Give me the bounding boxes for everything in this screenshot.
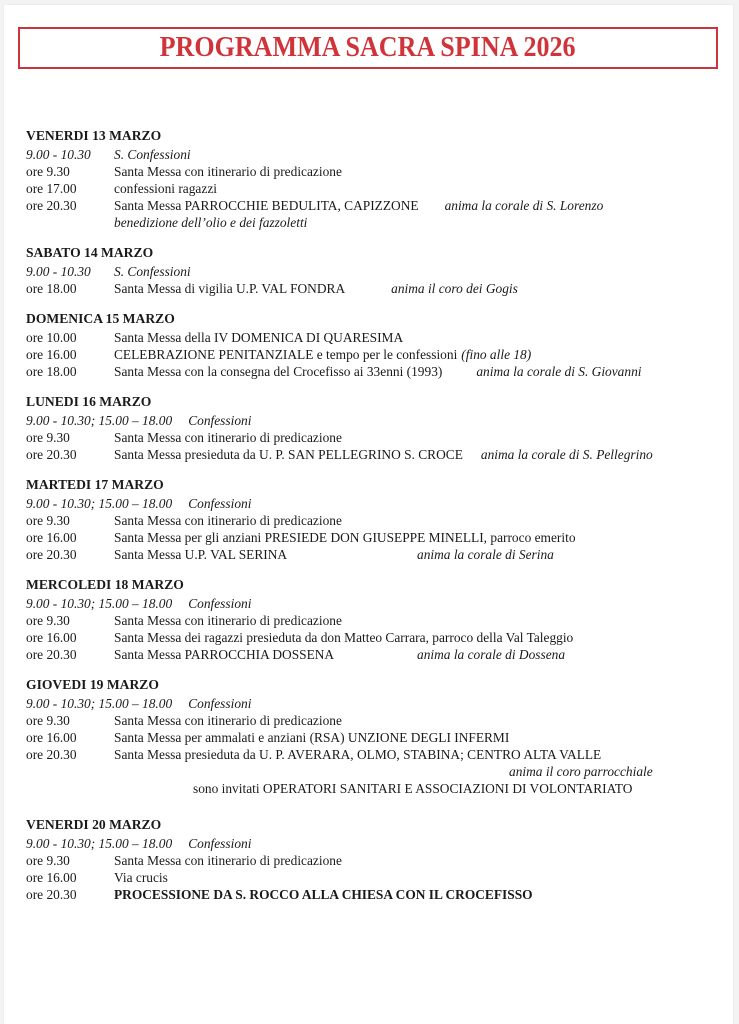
- confessions-row: [26, 263, 726, 280]
- event-time: ore 9.30: [26, 713, 70, 728]
- day-section: [26, 575, 726, 663]
- choir-note: anima la corale di Serina: [417, 547, 554, 562]
- event-text: Santa Messa con itinerario di predicazione: [114, 513, 342, 528]
- event-row: [26, 163, 726, 180]
- event-text: Santa Messa con itinerario di predicazione: [114, 713, 342, 728]
- title-box: [18, 27, 718, 69]
- event-time: ore 20.30: [26, 198, 77, 213]
- event-row: [26, 646, 726, 663]
- event-time: ore 18.00: [26, 364, 77, 379]
- paren-note: (fino alle 18): [461, 347, 532, 362]
- event-text: Santa Messa PARROCCHIE BEDULITA, CAPIZZONE: [114, 198, 419, 213]
- event-time: ore 17.00: [26, 181, 77, 196]
- day-section: [26, 815, 726, 903]
- event-text: Santa Messa con itinerario di predicazione: [114, 853, 342, 868]
- procession-text: PROCESSIONE DA S. ROCCO ALLA CHIESA CON IL CROCEFISSO: [114, 887, 533, 902]
- invite-line: sono invitati OPERATORI SANITARI E ASSOCIAZIONI DI VOLONTARIATO: [193, 781, 633, 796]
- event-row: [26, 346, 726, 363]
- document-title: PROGRAMMA SACRA SPINA 2026: [160, 32, 576, 63]
- confessions-label: Confessioni: [188, 836, 252, 851]
- event-row: [26, 280, 726, 297]
- event-text: Santa Messa per ammalati e anziani (RSA) UNZIONE DEGLI INFERMI: [114, 730, 510, 745]
- confessions-row: [26, 495, 726, 512]
- confessions-row: [26, 835, 726, 852]
- confessions-time: 9.00 - 10.30; 15.00 – 18.00: [26, 496, 173, 511]
- event-time: ore 9.30: [26, 613, 70, 628]
- event-row: [26, 180, 726, 197]
- event-time: ore 20.30: [26, 747, 77, 762]
- event-text: Santa Messa con itinerario di predicazione: [114, 164, 342, 179]
- document-page: [4, 5, 733, 1024]
- event-time: ore 16.00: [26, 630, 77, 645]
- day-section: [26, 675, 726, 797]
- event-row: [26, 329, 726, 346]
- confessions-row: [26, 146, 726, 163]
- event-time: ore 9.30: [26, 164, 70, 179]
- event-time: ore 18.00: [26, 281, 77, 296]
- event-text: Santa Messa di vigilia U.P. VAL FONDRA: [114, 281, 346, 296]
- day-heading: LUNEDI 16 MARZO: [26, 394, 152, 409]
- event-text: Santa Messa con itinerario di predicazione: [114, 613, 342, 628]
- day-heading: MERCOLEDI 18 MARZO: [26, 577, 184, 592]
- choir-note: anima il coro dei Gogis: [391, 281, 518, 296]
- event-time: ore 16.00: [26, 530, 77, 545]
- event-row: [26, 363, 726, 380]
- event-row: [26, 429, 726, 446]
- event-row: [26, 612, 726, 629]
- event-row: [26, 546, 726, 563]
- event-extra: benedizione dell’olio e dei fazzoletti: [114, 215, 308, 230]
- event-row: [26, 446, 726, 463]
- choir-note: anima la corale di S. Pellegrino: [480, 447, 653, 462]
- schedule: [26, 126, 726, 915]
- event-row: [26, 529, 726, 546]
- confessions-label: S. Confessioni: [114, 264, 191, 279]
- day-section: [26, 309, 726, 380]
- event-text: Santa Messa per gli anziani PRESIEDE DON GIUSEPPE MINELLI, parroco emerito: [114, 530, 576, 545]
- event-time: ore 20.30: [26, 547, 77, 562]
- day-section: [26, 243, 726, 297]
- confessions-time: 9.00 - 10.30; 15.00 – 18.00: [26, 596, 173, 611]
- event-text: Santa Messa della IV DOMENICA DI QUARESIMA: [114, 330, 404, 345]
- confessions-label: S. Confessioni: [114, 147, 191, 162]
- confessions-time: 9.00 - 10.30: [26, 147, 91, 162]
- event-time: ore 9.30: [26, 853, 70, 868]
- confessions-row: [26, 695, 726, 712]
- event-time: ore 20.30: [26, 447, 77, 462]
- event-row: [26, 869, 726, 886]
- confessions-time: 9.00 - 10.30: [26, 264, 91, 279]
- event-row: [26, 886, 726, 903]
- day-heading: MARTEDI 17 MARZO: [26, 477, 164, 492]
- event-text: Santa Messa dei ragazzi presieduta da don Matteo Carrara, parroco della Val Taleggio: [114, 630, 574, 645]
- event-text: Santa Messa U.P. VAL SERINA: [114, 547, 288, 562]
- choir-note: anima la corale di S. Lorenzo: [444, 198, 604, 213]
- event-time: ore 20.30: [26, 647, 77, 662]
- event-row: [26, 712, 726, 729]
- event-time: ore 16.00: [26, 347, 77, 362]
- confessions-label: Confessioni: [188, 596, 252, 611]
- day-section: [26, 392, 726, 463]
- event-text: CELEBRAZIONE PENITANZIALE e tempo per le confessioni: [114, 347, 458, 362]
- event-time: ore 20.30: [26, 887, 77, 902]
- event-text: confessioni ragazzi: [114, 181, 217, 196]
- confessions-row: [26, 412, 726, 429]
- event-text: Santa Messa presieduta da U. P. SAN PELLEGRINO S. CROCE: [114, 447, 463, 462]
- event-text: Santa Messa con itinerario di predicazione: [114, 430, 342, 445]
- confessions-time: 9.00 - 10.30; 15.00 – 18.00: [26, 696, 173, 711]
- event-row: [26, 729, 726, 746]
- event-time: ore 10.00: [26, 330, 77, 345]
- event-time: ore 9.30: [26, 430, 70, 445]
- day-heading: VENERDI 13 MARZO: [26, 128, 162, 143]
- confessions-time: 9.00 - 10.30; 15.00 – 18.00: [26, 413, 173, 428]
- event-row: [26, 746, 726, 763]
- choir-note: anima la corale di S. Giovanni: [476, 364, 642, 379]
- confessions-time: 9.00 - 10.30; 15.00 – 18.00: [26, 836, 173, 851]
- event-time: ore 16.00: [26, 730, 77, 745]
- event-time: ore 9.30: [26, 513, 70, 528]
- day-heading: DOMENICA 15 MARZO: [26, 311, 175, 326]
- event-row: [26, 197, 726, 214]
- event-row: [26, 629, 726, 646]
- day-heading: SABATO 14 MARZO: [26, 245, 154, 260]
- event-text: Via crucis: [114, 870, 168, 885]
- event-row: [26, 852, 726, 869]
- day-heading: GIOVEDI 19 MARZO: [26, 677, 159, 692]
- event-text: Santa Messa con la consegna del Crocefisso ai 33enni (1993): [114, 364, 443, 379]
- event-text: Santa Messa PARROCCHIA DOSSENA: [114, 647, 335, 662]
- confessions-row: [26, 595, 726, 612]
- confessions-label: Confessioni: [188, 696, 252, 711]
- event-text: Santa Messa presieduta da U. P. AVERARA, OLMO, STABINA; CENTRO ALTA VALLE: [114, 747, 602, 762]
- confessions-label: Confessioni: [188, 496, 252, 511]
- day-section: [26, 126, 726, 231]
- day-section: [26, 475, 726, 563]
- confessions-label: Confessioni: [188, 413, 252, 428]
- choir-note: anima la corale di Dossena: [417, 647, 566, 662]
- day-heading: VENERDI 20 MARZO: [26, 817, 162, 832]
- event-row: [26, 512, 726, 529]
- event-time: ore 16.00: [26, 870, 77, 885]
- choir-note: anima il coro parrocchiale: [509, 764, 653, 779]
